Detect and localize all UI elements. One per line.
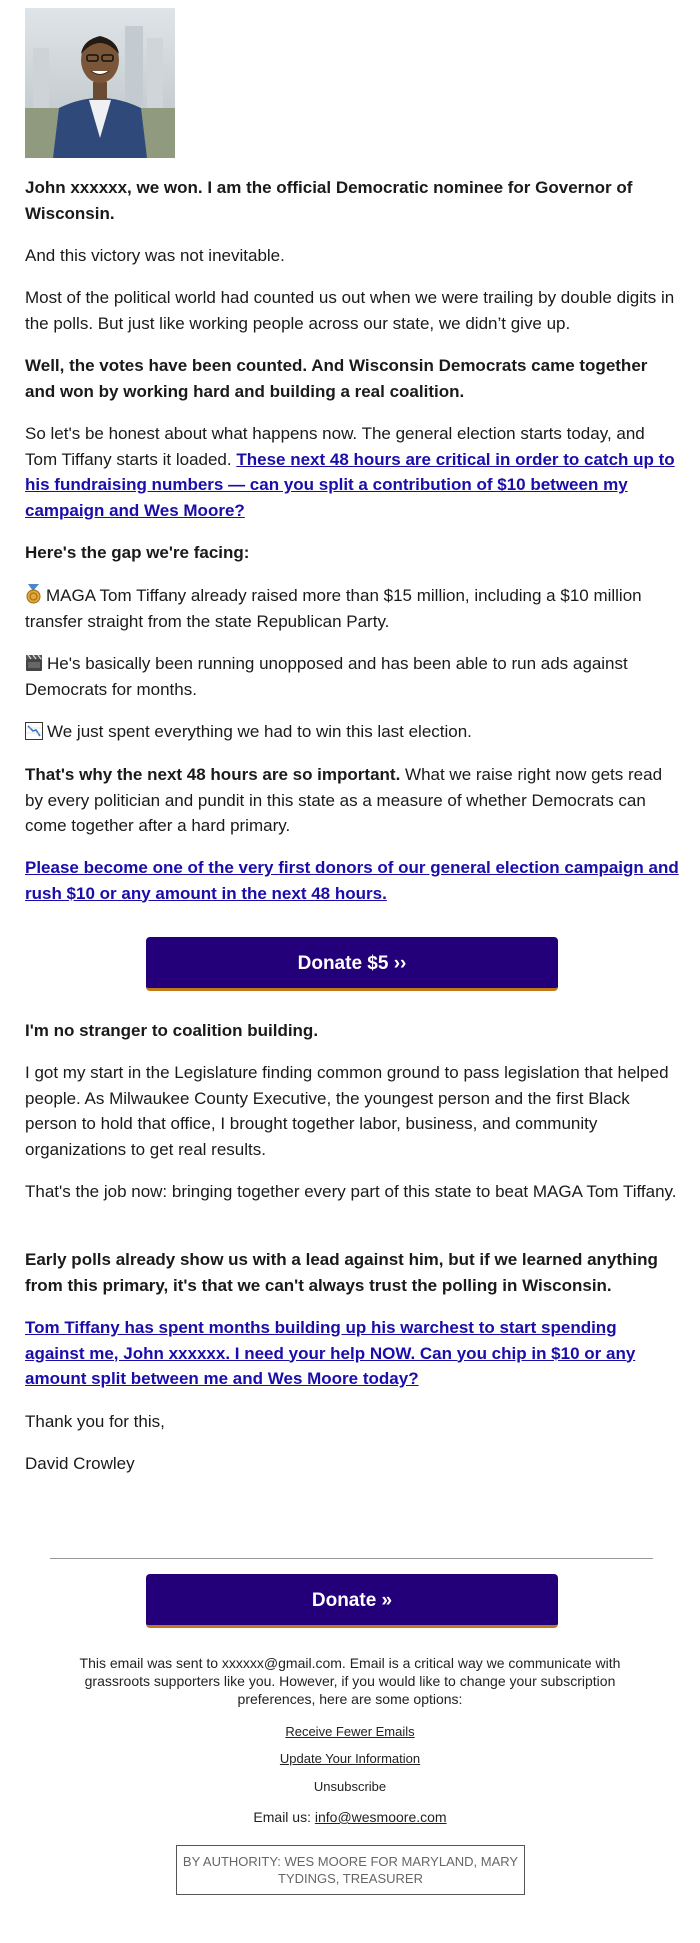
paragraph: I got my start in the Legislature finding common ground to pass legislation that helped people. As Milwaukee County Executive, the youngest person and the first Black person to hold that office, I brought together labor, business, and community organizations to get real results. xyxy=(25,1063,669,1159)
link-paragraph xyxy=(25,855,680,906)
donate-link[interactable]: Tom Tiffany has spent months building up his warchest to start spending against me, John xxxxxx. I need your help NOW. Can you chip in $10 or any amount split between me and Wes Moore today? xyxy=(25,1318,636,1388)
paragraph: And this victory was not inevitable. xyxy=(25,246,285,265)
contact-email-line: Email us: info@wesmoore.com xyxy=(253,1809,447,1825)
paragraph: That's the job now: bringing together every part of this state to beat MAGA Tom Tiffany. xyxy=(25,1182,677,1201)
footer xyxy=(70,1654,630,1826)
closing-line: Thank you for this, xyxy=(25,1412,165,1431)
update-information-link[interactable]: Update Your Information xyxy=(279,1751,421,1766)
candidate-photo xyxy=(25,8,175,158)
signature: David Crowley xyxy=(25,1454,135,1473)
paragraph: Most of the political world had counted us out when we were trailing by double digits in the polls. But just like working people across our state, we didn’t give up. xyxy=(25,288,675,333)
paragraph: That's why the next 48 hours are so important. What we raise right now gets read by every politician and pundit in this state as a measure of whether Democrats can come together after a hard primary. xyxy=(25,765,663,835)
unsubscribe-link[interactable]: Unsubscribe xyxy=(313,1779,387,1794)
donate-5-button[interactable]: Donate $5 ›› xyxy=(146,937,558,991)
link-paragraph xyxy=(25,1315,680,1392)
bold-paragraph: Well, the votes have been counted. And Wisconsin Democrats came together and won by working hard and building a real coalition. xyxy=(25,356,648,401)
paragraph-with-link: So let's be honest about what happens now. The general election starts today, and Tom Tiffany starts it loaded. These next 48 hours are critical in order to catch up to his fundraising numbers — can you split a contribution of $10 between my campaign and Wes Moore? xyxy=(25,424,675,520)
chart-decreasing-icon xyxy=(25,722,43,740)
donate-button[interactable]: Donate » xyxy=(146,1574,558,1628)
bold-paragraph: Early polls already show us with a lead against him, but if we learned anything from this primary, it's that we can't always trust the polling in Wisconsin. xyxy=(25,1250,658,1295)
contact-email-link[interactable]: info@wesmoore.com xyxy=(314,1809,447,1825)
bullet-item: MAGA Tom Tiffany already raised more than $15 million, including a $10 million transfer straight from the state Republican Party. xyxy=(25,586,642,631)
medal-icon xyxy=(25,584,42,604)
footer-notice: This email was sent to xxxxxx@gmail.com. Email is a critical way we communicate with grassroots supporters like you. However, if you would like to change your subscription preferences, here are some options: xyxy=(79,1655,621,1707)
intro-heading: John xxxxxx, we won. I am the official Democratic nominee for Governor of Wisconsin. xyxy=(25,178,633,223)
donate-link[interactable]: These next 48 hours are critical in order to catch up to his fundraising numbers — can you split a contribution of $10 between my campaign and Wes Moore? xyxy=(25,449,675,520)
divider xyxy=(50,1558,653,1559)
donate-link[interactable]: Please become one of the very first donors of our general election campaign and rush $10 or any amount in the next 48 hours. xyxy=(25,858,679,903)
section-heading: I'm no stranger to coalition building. xyxy=(25,1021,319,1040)
authority-disclaimer: BY AUTHORITY: WES MOORE FOR MARYLAND, MARY TYDINGS, TREASURER xyxy=(176,1845,525,1895)
clapperboard-icon xyxy=(25,654,43,672)
receive-fewer-emails-link[interactable]: Receive Fewer Emails xyxy=(285,1724,415,1739)
email-body xyxy=(25,8,680,1473)
bullet-item: We just spent everything we had to win this last election. xyxy=(25,719,680,745)
section-heading: Here's the gap we're facing: xyxy=(25,543,250,562)
bullet-item: He's basically been running unopposed and has been able to run ads against Democrats for months. xyxy=(25,654,628,699)
